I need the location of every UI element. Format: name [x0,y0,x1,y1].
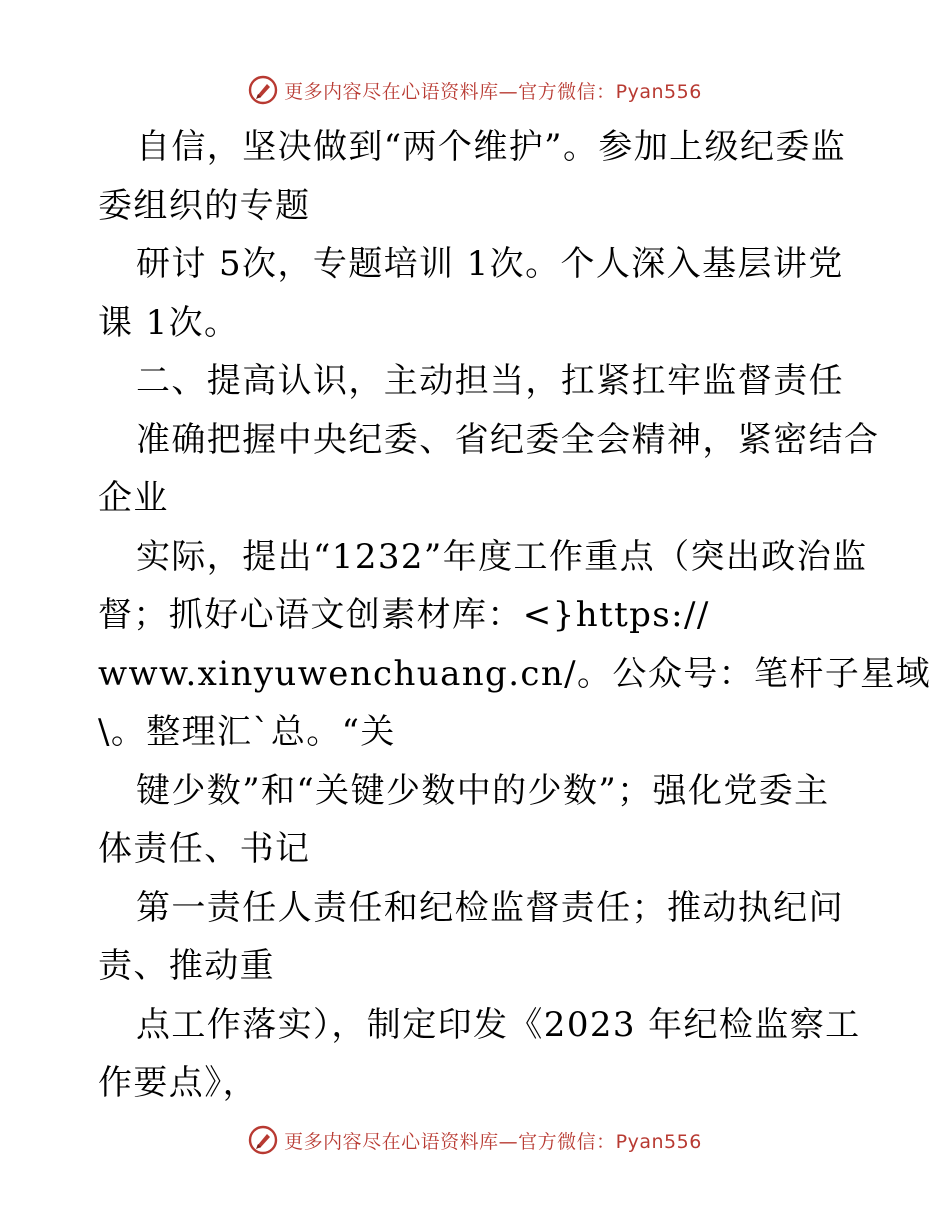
document-body [98,118,932,1113]
text-line: 责、推动重 [98,946,275,986]
text-line: 准确把握中央纪委、省纪委全会精神，紧密结合 [136,419,880,460]
header-watermark-text: 更多内容尽在心语资料库—官方微信：Pyan556 [284,80,702,103]
text-line: 点工作落实），制定印发《2023 年纪检监察工 [136,1004,861,1045]
pen-logo-icon [248,75,278,105]
text-line: \。整理汇`总。“关 [98,712,396,752]
text-line: 体责任、书记 [98,829,311,869]
text-line: 二、提高认识，主动担当，扛紧扛牢监督责任 [136,361,844,401]
text-line: 企业 [98,478,169,518]
header-watermark [0,70,950,110]
text-line: www.xinyuwenchuang.cn/。公众号：笔杆子星域 [98,653,932,694]
footer-watermark-text: 更多内容尽在心语资料库—官方微信：Pyan556 [284,1130,702,1153]
text-line: 作要点》， [98,1063,258,1103]
text-line: 督；抓好心语文创素材库：<}https:// [98,595,710,635]
text-line: 委组织的专题 [98,185,311,226]
pen-logo-icon [248,1125,278,1155]
text-line: 自信，坚决做到“两个维护”。参加上级纪委监 [136,127,847,167]
text-line: 课 1次。 [98,302,240,343]
text-line: 实际，提出“1232”年度工作重点（突出政治监 [136,536,868,577]
footer-watermark [0,1120,950,1160]
text-line: 研讨 5次，专题培训 1次。个人深入基层讲党 [136,244,844,284]
text-line: 键少数”和“关键少数中的少数”；强化党委主 [136,770,830,811]
text-line: 第一责任人责任和纪检监督责任；推动执纪问 [136,887,844,928]
